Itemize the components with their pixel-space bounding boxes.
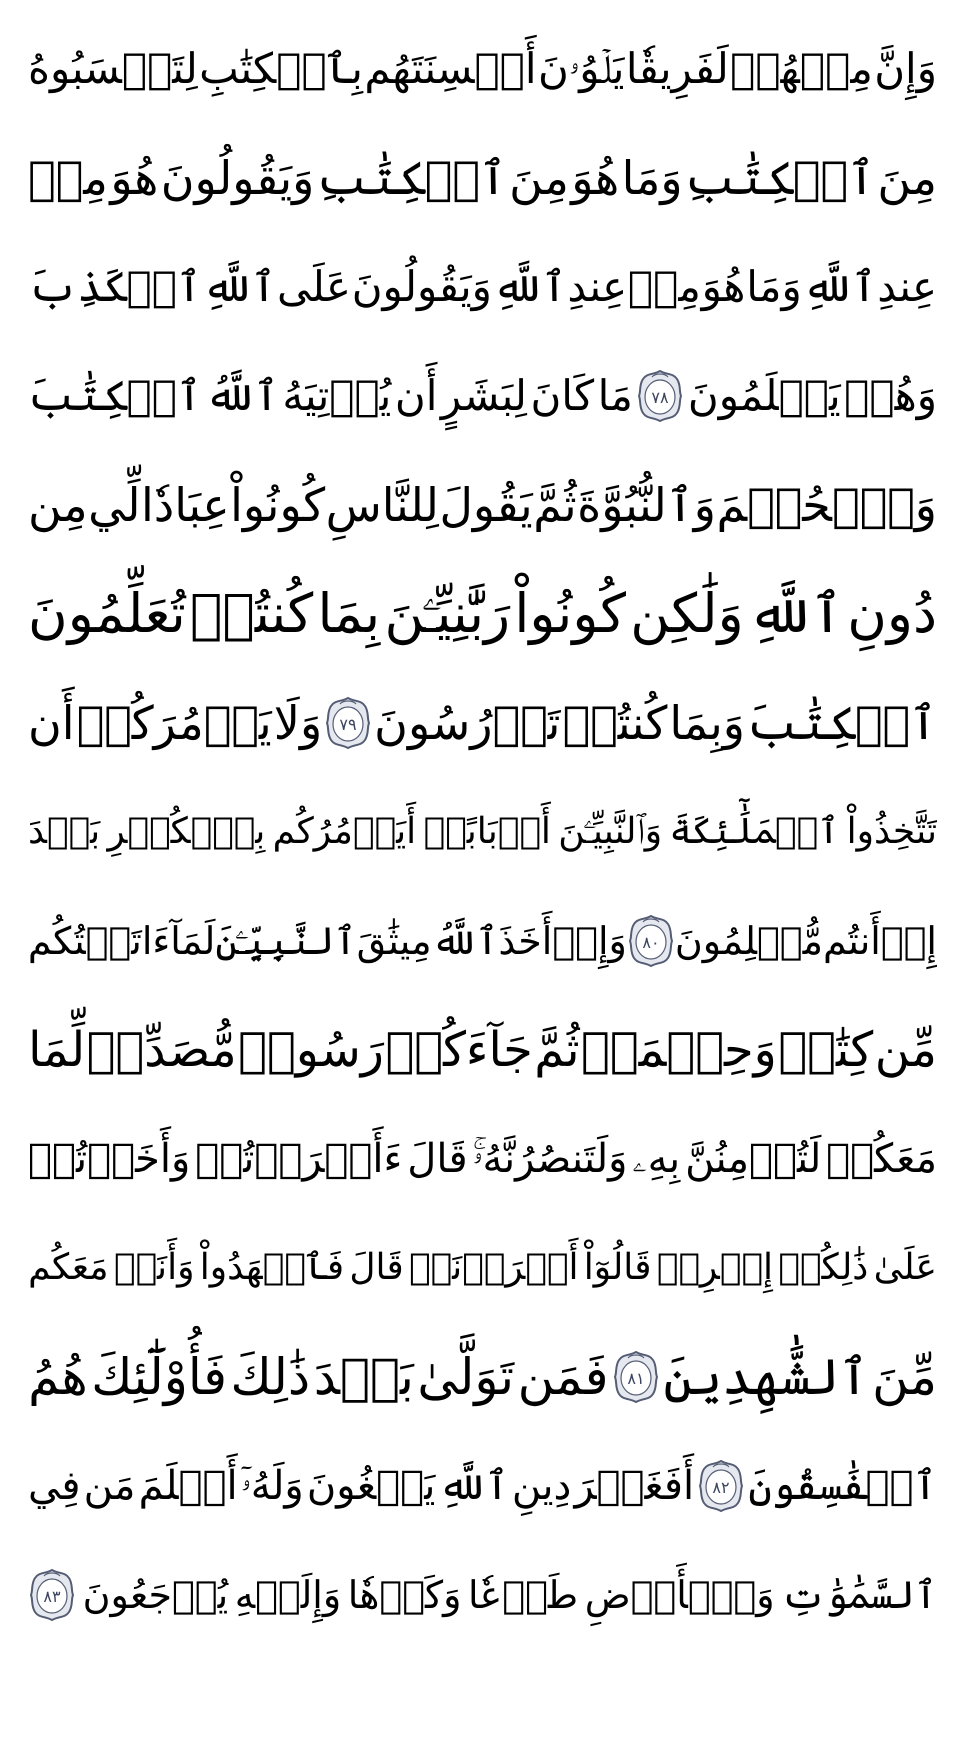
verse-word: هُمُ <box>28 1347 88 1406</box>
verse-word: كُونُواْ <box>514 581 626 645</box>
verse-word: أَخَذَ <box>498 918 553 963</box>
text-line <box>28 559 937 668</box>
verse-word: هُوَ <box>110 150 159 205</box>
verse-word: رَسُولٞ <box>238 1021 384 1078</box>
verse-word: فِي <box>28 1462 81 1509</box>
verse-word: عِندِ <box>877 261 937 311</box>
verse-word: ٱللَّهِ <box>492 261 567 311</box>
verse-word: هُوَ <box>701 261 746 311</box>
verse-word: لِتَحۡسَبُوهُ <box>28 43 198 93</box>
verse-word: إِصۡرِيۖ <box>656 1246 773 1288</box>
verse-word: مِنَ <box>877 150 937 205</box>
text-line <box>28 1540 937 1649</box>
verse-word: أَنتُم <box>822 918 881 963</box>
verse-word: وَٱلنُّبُوَّةَ <box>577 477 716 532</box>
verse-word: لَتُؤۡمِنُنَّ <box>685 1135 822 1182</box>
ayah-ornament-icon <box>698 1459 744 1513</box>
verse-word: تَدۡرُسُونَ <box>374 695 561 750</box>
verse-word: يُرۡجَعُونَ <box>82 1572 229 1617</box>
verse-word: مَن <box>83 1462 136 1509</box>
verse-word: مِّنَ <box>872 1347 937 1406</box>
verse-word: لِّي <box>88 477 141 532</box>
verse-word: أَسۡلَمَ <box>138 1462 238 1509</box>
verse-word: وَبِمَا <box>669 695 746 750</box>
verse-word: لِلنَّاسِ <box>325 477 439 532</box>
verse-word: وَلَهُۥٓ <box>240 1462 304 1509</box>
verse-word: وَإِنَّ <box>874 43 937 93</box>
verse-word: يَعۡلَمُونَ <box>687 370 841 420</box>
verse-word: أَرۡبَابًاۗ <box>423 810 551 852</box>
verse-word: كُنتُمۡ <box>562 695 668 750</box>
verse-word: دُونِ <box>847 581 937 645</box>
text-line <box>28 777 937 886</box>
verse-word: بِٱلۡكُفۡرِ <box>107 810 266 852</box>
verse-word: تُعَلِّمُونَ <box>28 581 186 645</box>
text-line <box>28 1104 937 1213</box>
verse-word: ٱللَّهِ <box>202 261 277 311</box>
verse-word: ٱلۡمَلَٰٓئِكَةَ <box>669 810 840 852</box>
verse-word: وَٱلنَّبِيِّـۧنَ <box>558 810 663 852</box>
verse-word: يَقُولَ <box>439 477 533 532</box>
verse-word: تَتَّخِذُواْ <box>846 810 937 852</box>
verse-word: مَعَكُم <box>28 1246 109 1288</box>
verse-word: كُنتُمۡ <box>190 581 314 645</box>
ayah-number: ٧٨ <box>651 387 669 407</box>
verse-word: مِنۡ <box>627 261 701 311</box>
verse-word: يَبۡغُونَ <box>306 1462 436 1509</box>
verse-word: مُّسۡلِمُونَ <box>674 918 823 963</box>
verse-word: عِبَادٗا <box>141 477 230 532</box>
verse-word: ذَٰلِكَ <box>230 1347 311 1406</box>
verse-word: وَمَا <box>746 261 802 311</box>
verse-word: بَعۡدَ <box>313 1347 414 1406</box>
verse-word: عَلَىٰ <box>873 1246 937 1288</box>
verse-word: قَالَ <box>349 1246 404 1288</box>
verse-word: رَبَّٰنِيِّـۧنَ <box>384 581 511 645</box>
verse-word: ٱلشَّٰهِدِينَ <box>663 1347 869 1406</box>
verse-word: قَالَ <box>407 1135 468 1182</box>
verse-word: وَإِذۡ <box>552 918 627 963</box>
verse-word: ٱلسَّمَٰوَٰتِ <box>781 1572 937 1617</box>
verse-word: يَأۡمُرَكُمۡ <box>76 695 272 750</box>
verse-word: ٱللَّهِ <box>748 581 843 645</box>
text-line <box>28 450 937 559</box>
text-line <box>28 1322 937 1431</box>
ayah-ornament-icon <box>637 369 683 423</box>
text-line <box>28 14 937 123</box>
verse-word: يُؤۡتِيَهُ <box>282 370 392 420</box>
verse-word: وَإِلَيۡهِ <box>234 1572 342 1617</box>
text-line <box>28 123 937 232</box>
verse-word: وَمَا <box>621 150 683 205</box>
verse-word: بِٱلۡكِتَٰبِ <box>199 43 363 93</box>
verse-word: أَيَأۡمُرُكُم <box>272 810 417 852</box>
text-line <box>28 995 937 1104</box>
verse-word: فَأُوْلَٰٓئِكَ <box>91 1347 228 1406</box>
verse-word: مِنَ <box>509 150 569 205</box>
verse-word: ءَأَقۡرَرۡتُمۡ <box>195 1135 403 1182</box>
text-line <box>28 1213 937 1322</box>
text-line <box>28 232 937 341</box>
verse-word: مِنۡ <box>28 150 108 205</box>
verse-word: وَٱلۡحُكۡمَ <box>716 477 937 532</box>
verse-word: وَلَا <box>273 695 323 750</box>
ayah-number: ٧٩ <box>339 714 357 734</box>
verse-word: وَهُمۡ <box>844 370 937 420</box>
ayah-number-marker <box>28 1567 76 1623</box>
ayah-ornament-icon <box>325 696 371 750</box>
ayah-number: ٨١ <box>627 1368 645 1388</box>
verse-word: أَقۡرَرۡنَاۚ <box>408 1246 579 1288</box>
verse-word: لَفَرِيقٗا <box>625 43 729 93</box>
verse-word: مَا <box>597 370 633 420</box>
verse-word: ٱلۡكِتَٰبَ <box>28 370 202 420</box>
verse-word: مُّصَدِّقٞ <box>86 1021 237 1078</box>
verse-word: قَالُوٓاْ <box>583 1246 652 1288</box>
ayah-number-marker <box>612 1349 660 1405</box>
ayah-number-marker <box>636 368 684 424</box>
verse-word: وَكَرۡهٗا <box>347 1572 462 1617</box>
verse-word: فَٱشۡهَدُواْ <box>199 1246 345 1288</box>
verse-word: ثُمَّ <box>534 1021 580 1078</box>
verse-word: مِيثَٰقَ <box>356 918 432 963</box>
verse-word: تَوَلَّىٰ <box>417 1347 515 1406</box>
verse-word: وَيَقُولُونَ <box>160 150 315 205</box>
verse-word: وَأَخَذۡتُمۡ <box>28 1135 191 1182</box>
verse-word: دِينِ <box>511 1462 572 1509</box>
verse-word: أَن <box>28 695 75 750</box>
verse-word: بَعۡدَ <box>28 810 101 852</box>
ayah-number-marker <box>627 913 675 969</box>
verse-word: ذَٰلِكُمۡ <box>778 1246 869 1288</box>
verse-word: عِندِ <box>567 261 628 311</box>
verse-word: ءَاتَيۡتُكُم <box>28 918 171 963</box>
verse-word: فَمَن <box>517 1347 609 1406</box>
verse-word: ٱللَّهِ <box>802 261 877 311</box>
verse-word: أَن <box>394 370 438 420</box>
verse-word: ٱلۡفَٰسِقُونَ <box>748 1462 937 1509</box>
verse-word: كِتَٰبٖ <box>778 1021 874 1078</box>
verse-word: وَلَتَنصُرُنَّهُۥۚ <box>472 1135 628 1182</box>
verse-word: ٱلۡكِتَٰبَ <box>747 695 937 750</box>
verse-word: ٱللَّهُ <box>205 370 279 420</box>
verse-word: وَيَقُولُونَ <box>351 261 492 311</box>
verse-word: مِنۡهُمۡ <box>730 43 873 93</box>
text-line <box>28 1431 937 1540</box>
verse-word: لَمَآ <box>170 918 216 963</box>
verse-word: ٱلۡكِتَٰبِ <box>684 150 875 205</box>
verse-word: أَلۡسِنَتَهُم <box>364 43 537 93</box>
ayah-ornament-icon <box>29 1568 75 1622</box>
verse-word: مِن <box>28 477 88 532</box>
verse-word: جَآءَكُمۡ <box>385 1021 533 1078</box>
verse-word: ٱلۡكِتَٰبِ <box>316 150 507 205</box>
text-line <box>28 886 937 995</box>
verse-word: لِّمَا <box>28 1021 86 1078</box>
text-line <box>28 668 937 777</box>
verse-word: ٱللَّهِ <box>438 1462 509 1509</box>
ayah-number: ٨٠ <box>642 932 660 952</box>
verse-word: كُونُواْ <box>230 477 326 532</box>
verse-word: وَلَٰكِن <box>630 581 744 645</box>
verse-word: بِمَا <box>317 581 381 645</box>
verse-word: عَلَى <box>276 261 351 311</box>
verse-word: كَانَ <box>530 370 595 420</box>
verse-word: ثُمَّ <box>533 477 577 532</box>
verse-word: وَحِكۡمَةٖ <box>581 1021 777 1078</box>
text-line <box>28 341 937 450</box>
ayah-number-marker <box>324 695 372 751</box>
verse-word: بِهِۦ <box>632 1135 681 1182</box>
verse-word: مَعَكُمۡ <box>826 1135 937 1182</box>
verse-word: ٱلۡكَذِبَ <box>28 261 202 311</box>
ayah-number-marker <box>697 1458 745 1514</box>
ayah-ornament-icon <box>613 1350 659 1404</box>
verse-word: لِبَشَرٍ <box>440 370 527 420</box>
verse-word: وَٱلۡأَرۡضِ <box>584 1572 775 1617</box>
ayah-number: ٨٢ <box>712 1477 730 1497</box>
verse-word: ٱلنَّبِيِّـۧنَ <box>215 918 357 963</box>
verse-word: يَلۡوُۥنَ <box>537 43 625 93</box>
verse-word: وَأَنَا۠ <box>113 1246 195 1288</box>
verse-word: طَوۡعٗا <box>468 1572 579 1617</box>
ayah-ornament-icon <box>628 914 674 968</box>
verse-word: هُوَ <box>571 150 620 205</box>
verse-word: إِذۡ <box>880 918 937 963</box>
verse-word: مِّن <box>874 1021 937 1078</box>
verse-word: ٱللَّهُ <box>431 918 499 963</box>
ayah-number: ٨٣ <box>43 1586 61 1606</box>
verse-word: أَفَغَيۡرَ <box>574 1462 695 1509</box>
